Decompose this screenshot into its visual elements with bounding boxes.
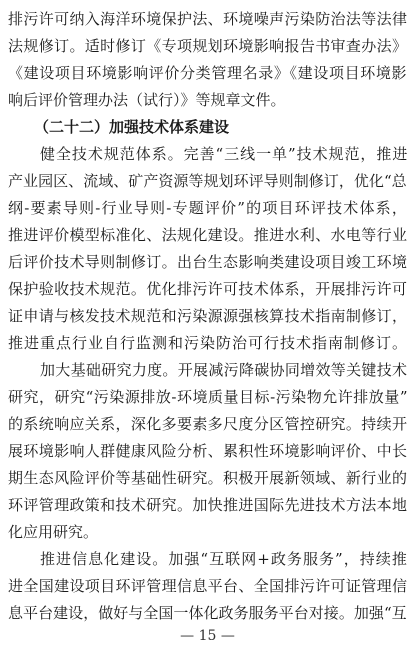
line-text: 保护验收技术规范。优化排污许可技术体系，开展排污许可 (8, 280, 408, 298)
line-text: 推进评价模型标准化、法规化建设。推进水利、水电等行业 (8, 226, 408, 244)
text-line (0, 546, 415, 572)
text-line (0, 141, 415, 167)
text-line (0, 357, 415, 383)
line-text: 期生态风险评价等基础性研究。积极开展新领域、新行业的 (8, 469, 408, 487)
text-line (0, 330, 415, 356)
text-line (0, 465, 415, 491)
line-text: 研究，研究“污染源排放-环境质量目标-污染物允许排放量” (8, 388, 409, 406)
line-text: 展环境影响人群健康风险分析、累积性环境影响评价、中长 (8, 442, 408, 460)
text-line (0, 276, 415, 302)
line-text: 推进重点行业自行监测和污染防治可行技术指南制修订。 (8, 334, 409, 352)
text-line (0, 6, 415, 32)
line-text: 加大基础研究力度。开展减污降碳协同增效等关键技术 (40, 361, 408, 379)
text-line (0, 222, 415, 248)
line-text: 产业园区、流域、矿产资源等规划环评导则制修订，优化“总 (8, 172, 407, 190)
line-text: 息平台建设，做好与全国一体化政务服务平台对接。加强“互 (8, 604, 407, 622)
text-line (0, 60, 415, 86)
text-line (0, 168, 415, 194)
text-line (0, 573, 415, 599)
line-text: 的系统响应关系，深化多要素多尺度分区管控研究。持续开 (8, 415, 408, 433)
line-text: 纲-要素导则-行业导则-专题评价”的项目环评技术体系， (8, 199, 409, 217)
text-line (0, 492, 415, 518)
line-text: 响后评价管理办法（试行）》等规章文件。 (8, 91, 286, 109)
text-line (0, 411, 415, 437)
text-line (0, 303, 415, 329)
text-line (0, 384, 415, 410)
line-text: 健全技术规范体系。完善“三线一单”技术规范，推进 (40, 145, 409, 163)
section-heading-text: （二十二）加强技术体系建设 (34, 118, 230, 136)
line-text: 进全国建设项目环评管理信息平台、全国排污许可证管理信 (8, 577, 408, 595)
text-line (0, 87, 415, 113)
text-line (0, 438, 415, 464)
text-line (0, 195, 415, 221)
line-text: 环评管理政策和技术研究。加快推进国际先进技术方法本地 (8, 496, 408, 514)
section-heading (0, 114, 415, 140)
line-text: 《建设项目环境影响评价分类管理名录》《建设项目环境影 (8, 64, 408, 82)
text-line (0, 600, 415, 626)
line-text: 推进信息化建设。加强“互联网+政务服务”，持续推 (40, 550, 408, 568)
line-text: 排污许可纳入海洋环境保护法、环境噪声污染防治法等法律 (8, 10, 408, 28)
text-line (0, 519, 415, 545)
line-text: 后评价技术导则制修订。出台生态影响类建设项目竣工环境 (8, 253, 408, 271)
line-text: 化应用研究。 (8, 523, 99, 541)
line-text: 证申请与核发技术规范和污染源源强核算技术指南制修订， (8, 307, 408, 325)
text-line (0, 249, 415, 275)
line-text: 法规修订。适时修订《专项规划环境影响报告书审查办法》 (8, 37, 408, 55)
text-line (0, 33, 415, 59)
page-number: — 15 — (180, 628, 235, 644)
